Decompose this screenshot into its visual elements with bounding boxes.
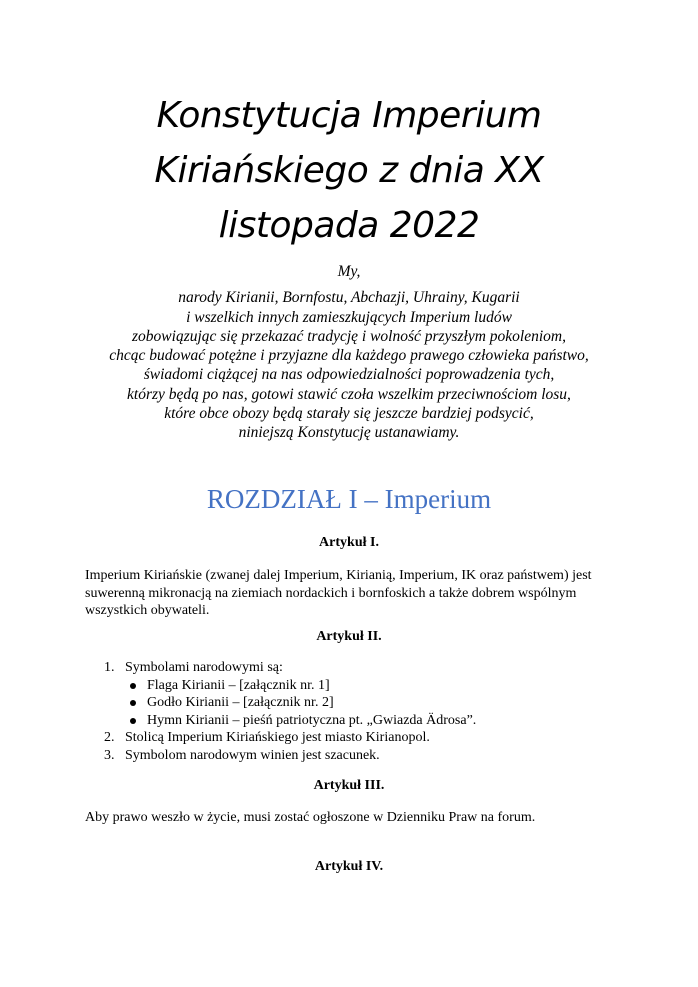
list-text: Stolicą Imperium Kiriańskiego jest miasto Kirianopol.	[125, 730, 430, 746]
list-item	[85, 729, 625, 747]
list-number: 1.	[104, 660, 115, 675]
title-line: listopada 2022	[218, 205, 480, 246]
preamble-line: My,	[337, 263, 361, 280]
paragraph-line: Imperium Kiriańskie (zwanej dalej Imperium, Kirianią, Imperium, IK oraz państwem) jest	[85, 568, 592, 583]
bullet-icon	[130, 718, 136, 724]
article-2-list	[85, 659, 625, 765]
preamble-line: niniejszą Konstytucję ustanawiamy.	[238, 424, 460, 442]
article-2-heading: Artykuł II.	[316, 629, 382, 644]
preamble-line: którzy będą po nas, gotowi stawić czoła wszelkim przeciwnościom losu,	[127, 385, 571, 403]
title-line: Kiriańskiego z dnia XX	[154, 150, 544, 191]
paragraph-line: wszystkich obywateli.	[85, 603, 210, 618]
paragraph-line: suwerenną mikronacją na ziemiach nordackich i bornfoskich a także dobrem wspólnym	[85, 585, 577, 601]
article-1-text	[85, 567, 615, 620]
chapter-heading: ROZDZIAŁ I – Imperium	[206, 484, 492, 514]
preamble-line: narody Kirianii, Bornfostu, Abchazji, Uhrainy, Kugarii	[178, 289, 520, 307]
article-4-heading: Artykuł IV.	[314, 859, 384, 874]
preamble-line: świadomi ciążącej na nas odpowiedzialności poprowadzenia tych,	[143, 366, 555, 384]
sub-list-text: Flaga Kirianii – [załącznik nr. 1]	[147, 677, 330, 693]
sub-list-item	[85, 712, 625, 730]
bullet-icon	[130, 700, 136, 706]
sub-list-text: Hymn Kirianii – pieśń patriotyczna pt. „Gwiazda Ädrosa”.	[147, 712, 477, 728]
article-3-text: Aby prawo weszło w życie, musi zostać ogłoszone w Dzienniku Praw na forum.	[85, 810, 536, 825]
list-item	[85, 659, 625, 677]
preamble-line: chcąc budować potężne i przyjazne dla każdego prawego człowieka państwo,	[109, 347, 589, 365]
list-number: 3.	[104, 747, 115, 763]
list-text: Symbolom narodowym winien jest szacunek.	[125, 747, 380, 763]
article-3-heading: Artykuł III.	[313, 778, 385, 793]
sub-list-text: Godło Kirianii – [załącznik nr. 2]	[147, 695, 334, 711]
article-1-heading: Artykuł I.	[319, 535, 379, 550]
list-item	[85, 747, 625, 765]
preamble-line: które obce obozy będą starały się jeszcze bardziej podsycić,	[164, 405, 534, 423]
title-line: Konstytucja Imperium	[156, 95, 542, 136]
preamble-line: i wszelkich innych zamieszkujących Imperium ludów	[186, 308, 512, 326]
sub-list-item	[85, 677, 625, 695]
sub-list-item	[85, 694, 625, 712]
document-title	[0, 88, 698, 253]
list-number: 2.	[104, 730, 115, 746]
bullet-icon	[130, 683, 136, 689]
list-text: Symbolami narodowymi są:	[125, 660, 283, 675]
preamble	[60, 262, 638, 443]
preamble-line: zobowiązując się przekazać tradycję i wolność przyszłym pokoleniom,	[132, 327, 566, 345]
